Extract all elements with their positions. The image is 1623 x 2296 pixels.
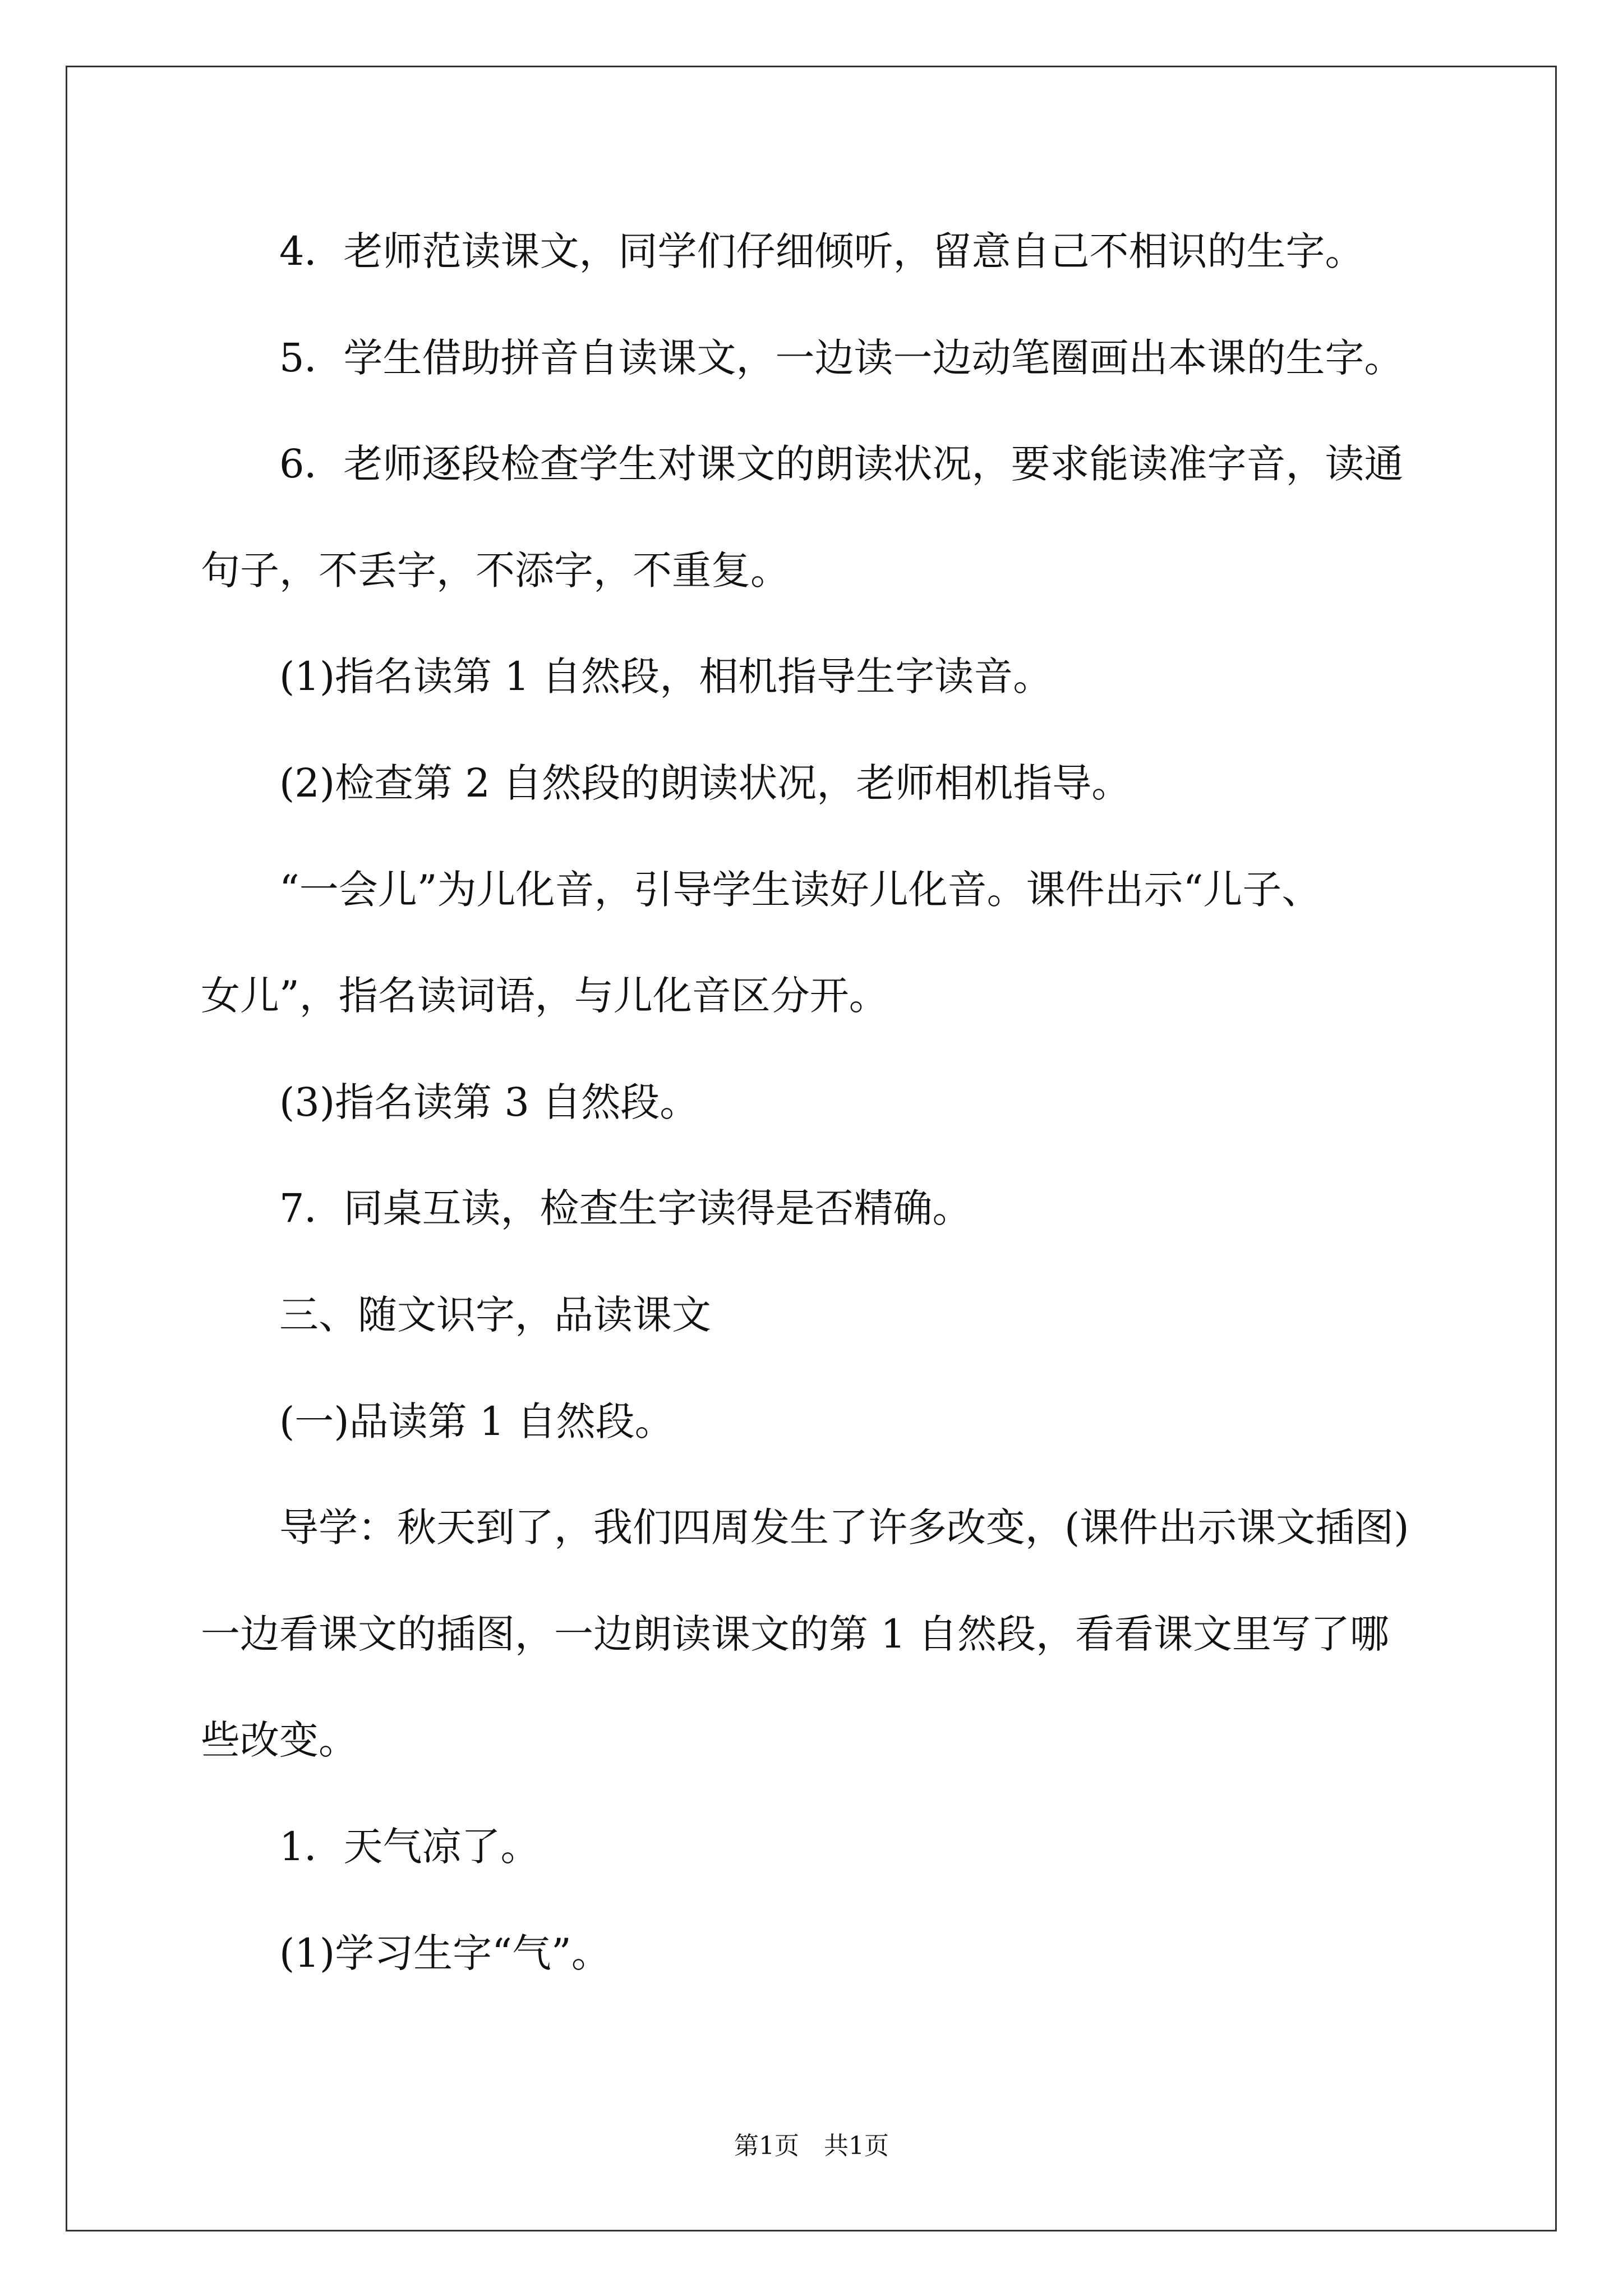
text-line: 句子，不丢字，不添字，不重复。	[201, 547, 790, 593]
text-line: (一)品读第 1 自然段。	[279, 1398, 674, 1444]
paragraph	[201, 1794, 1491, 1901]
paragraph	[201, 1901, 1491, 2007]
text-line: 5．学生借助拼音自读课文，一边读一边动笔圈画出本课的生字。	[279, 334, 1404, 381]
section-heading	[201, 1262, 1491, 1369]
text-line: 一边看课文的插图，一边朗读课文的第 1 自然段，看看课文里写了哪	[201, 1611, 1390, 1657]
text-line: (1)指名读第 1 自然段，相机指导生字读音。	[279, 654, 1053, 700]
paragraph	[201, 1156, 1491, 1262]
paragraph	[201, 199, 1491, 305]
current-page-label: 第1页	[734, 2132, 799, 2160]
text-line: 7．同桌互读，检查生字读得是否精确。	[279, 1185, 972, 1232]
paragraph	[201, 1050, 1491, 1156]
text-line: 6．老师逐段检查学生对课文的朗读状况，要求能读准字音，读通	[279, 441, 1404, 487]
text-line: (3)指名读第 3 自然段。	[279, 1079, 699, 1125]
paragraph	[201, 730, 1491, 837]
paragraph	[201, 411, 1491, 624]
text-line: 女儿”，指名读词语，与儿化音区分开。	[201, 973, 888, 1019]
page-footer	[0, 2132, 1623, 2161]
paragraph	[201, 837, 1491, 1050]
paragraph	[201, 1475, 1491, 1794]
text-line: 导学：秋天到了，我们四周发生了许多改变，(课件出示课文插图)	[279, 1504, 1409, 1551]
text-line: “一会儿”为儿化音，引导学生读好儿化音。课件出示“儿子、	[279, 866, 1321, 913]
text-line: (2)检查第 2 自然段的朗读状况，老师相机指导。	[279, 760, 1131, 806]
text-line: 三、随文识字，品读课文	[279, 1291, 711, 1338]
text-line: (1)学习生字“气”。	[279, 1930, 611, 1976]
text-line: 些改变。	[201, 1717, 358, 1764]
paragraph	[201, 624, 1491, 730]
paragraph	[201, 305, 1491, 412]
total-pages-label: 共1页	[824, 2132, 889, 2160]
document-body	[201, 199, 1491, 2007]
text-line: 1．天气凉了。	[279, 1823, 540, 1870]
text-line: 4．老师范读课文，同学们仔细倾听，留意自己不相识的生字。	[279, 228, 1364, 274]
subsection-heading	[201, 1369, 1491, 1475]
